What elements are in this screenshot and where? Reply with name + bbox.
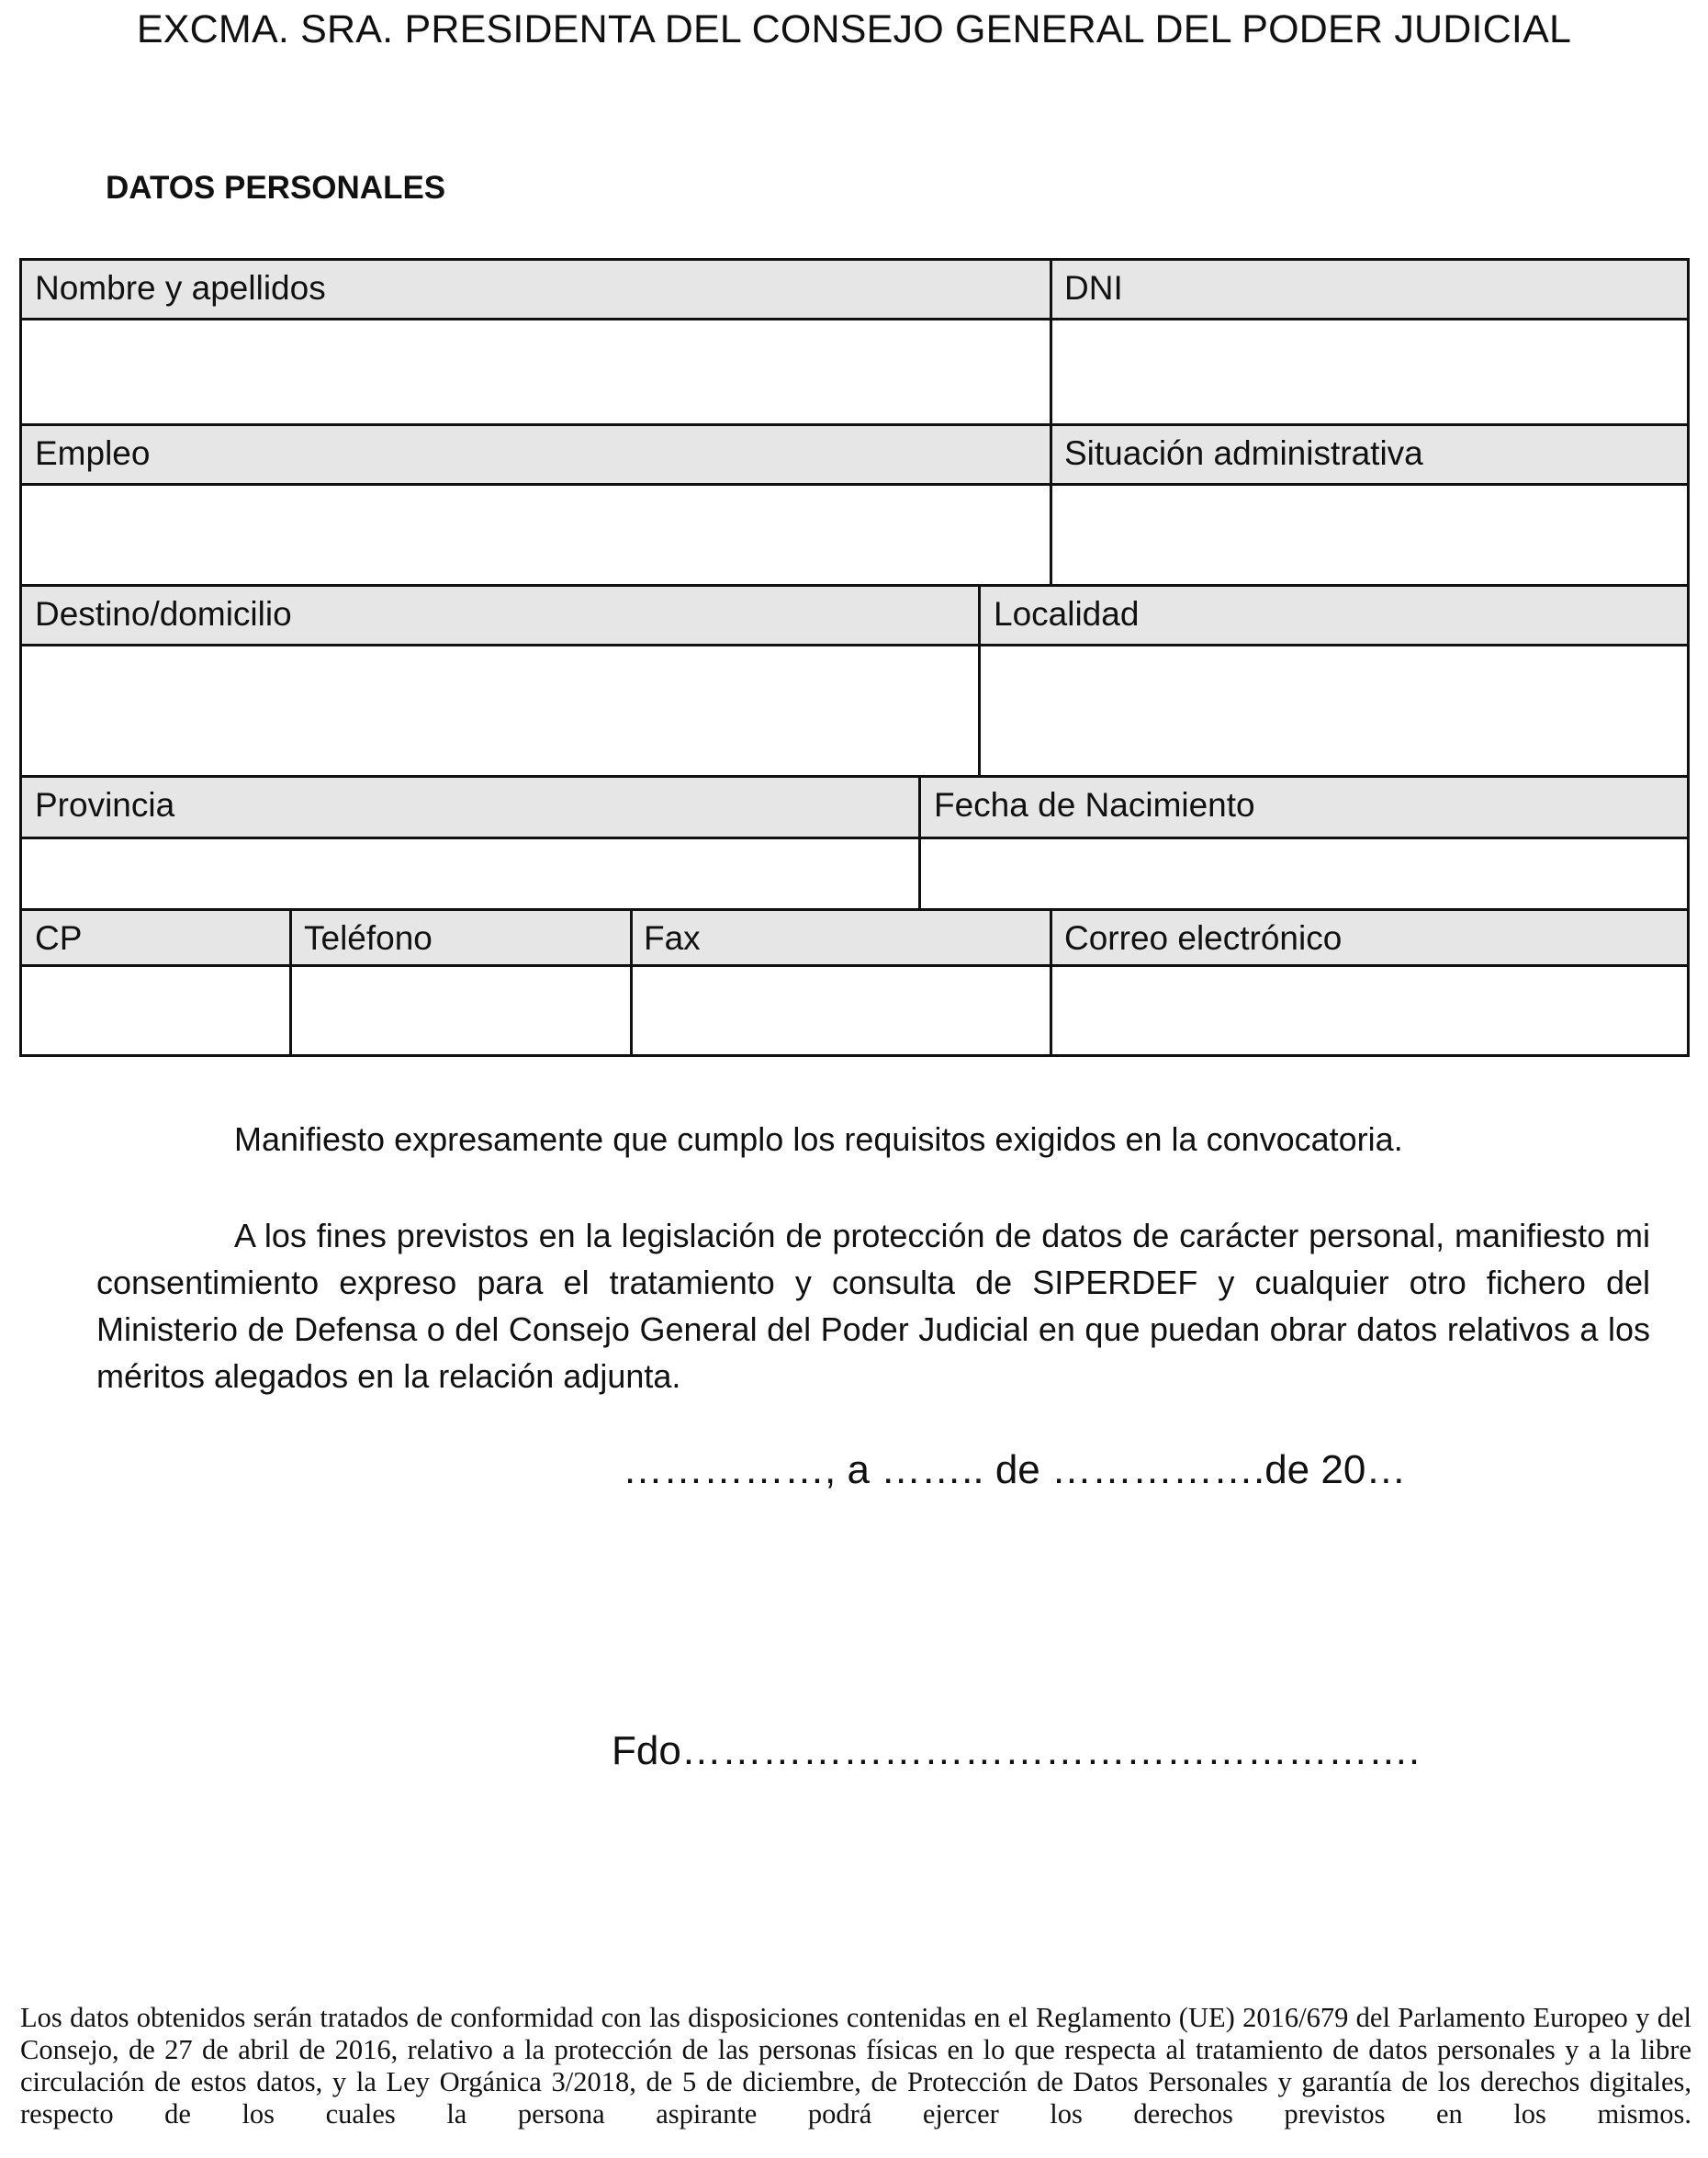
header-row-2 [20,425,1688,484]
table-border [1050,908,1052,1057]
table-border [19,258,22,1057]
provincia-field[interactable] [22,839,917,908]
header-row-5 [20,910,1688,965]
table-border [1050,258,1052,586]
table-border [19,837,1690,839]
label-fecha-nacimiento: Fecha de Nacimiento [934,786,1255,824]
document-title: EXCMA. SRA. PRESIDENTA DEL CONSEJO GENERAL DEL PODER JUDICIAL [136,7,1572,51]
label-empleo: Empleo [35,434,151,472]
cp-field[interactable] [22,967,288,1054]
table-border [19,908,1690,911]
section-title: DATOS PERSONALES [106,170,446,206]
table-border [19,964,1690,967]
empleo-field[interactable] [22,486,1049,584]
table-border [19,584,1690,587]
date-line: ……………, a …….. de …………….de 20… [623,1447,1407,1492]
data-protection-footnote: Los datos obtenidos serán tratados de conformidad con las disposiciones contenidas en el Reglamento (UE) 2016/679 del Parlamento Europeo y del Consejo, de 27 de abril de 2016, relativo a la protección de las personas físicas en lo que respecta al tratamiento de datos personales y a la libre circulación de estos datos, y la Ley Orgánica 3/2018, de 5 de diciembre, de Protección de Datos Personales y garantía de los derechos digitales, respecto de los cuales la persona aspirante podrá ejercer los derechos previstos en los mismos. [20,2002,1691,2130]
localidad-field[interactable] [981,646,1686,775]
telefono-field[interactable] [292,967,629,1054]
label-dni: DNI [1064,269,1123,307]
nombre-field[interactable] [22,320,1049,423]
table-border [289,908,292,1057]
label-destino: Destino/domicilio [35,595,292,633]
consent-paragraph [96,1212,1650,1399]
label-provincia: Provincia [35,786,175,824]
fecha-nacimiento-field[interactable] [921,839,1686,908]
label-localidad: Localidad [994,595,1140,633]
destino-field[interactable] [22,646,977,775]
table-border [630,908,633,1057]
label-situacion: Situación administrativa [1064,434,1423,472]
correo-field[interactable] [1052,967,1686,1054]
dni-field[interactable] [1052,320,1686,423]
table-border [19,318,1690,320]
table-border [19,483,1690,486]
label-correo: Correo electrónico [1064,919,1343,957]
signature-line: Fdo………………………………………………. [612,1728,1421,1773]
table-border [978,584,981,777]
label-cp: CP [35,919,83,957]
label-nombre: Nombre y apellidos [35,269,326,307]
table-border [19,1054,1690,1057]
situacion-field[interactable] [1052,486,1686,584]
requirements-statement: Manifiesto expresamente que cumplo los requisitos exigidos en la convocatoria. [234,1120,1403,1158]
table-border [19,775,1690,778]
header-row-4 [20,777,1688,837]
label-fax: Fax [644,919,701,957]
label-telefono: Teléfono [304,919,433,957]
table-border [19,258,1690,261]
table-border [918,775,921,910]
table-border [19,644,1690,646]
table-border [19,423,1690,426]
fax-field[interactable] [633,967,1049,1054]
table-border [1687,258,1690,1057]
consent-text: A los fines previstos en la legislación de protección de datos de carácter personal, manifiesto mi consentimiento expreso para el tratamiento y consulta de SIPERDEF y cualquier otro fichero del Ministerio de Defensa o del Consejo General del Poder Judicial en que puedan obrar datos relativos a los méritos alegados en la relación adjunta. [96,1217,1650,1395]
